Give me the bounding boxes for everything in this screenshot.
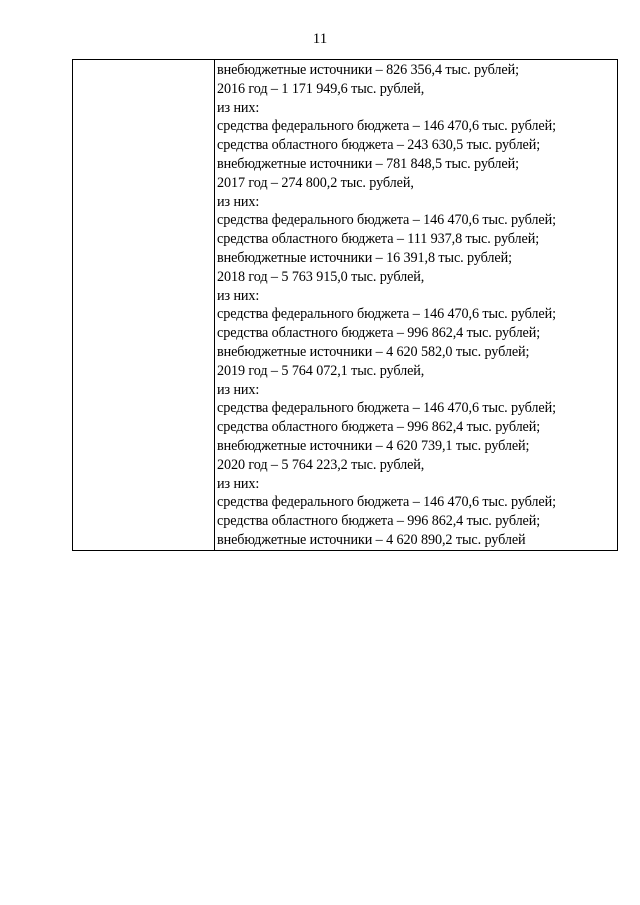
funding-line: внебюджетные источники – 4 620 582,0 тыс. рублей; — [217, 343, 530, 360]
funding-line: средства областного бюджета – 996 862,4 тыс. рублей; — [217, 513, 541, 530]
funding-line: средства федерального бюджета – 146 470,6 тыс. рублей; — [217, 400, 556, 417]
funding-line: 2019 год – 5 764 072,1 тыс. рублей, — [217, 362, 425, 379]
funding-line: внебюджетные источники – 16 391,8 тыс. рублей; — [217, 249, 512, 266]
funding-line: средства областного бюджета – 996 862,4 тыс. рублей; — [217, 325, 541, 342]
funding-line: внебюджетные источники – 4 620 739,1 тыс. рублей; — [217, 437, 530, 454]
funding-line: средства федерального бюджета – 146 470,6 тыс. рублей; — [217, 494, 556, 511]
table-cell-label — [73, 60, 215, 551]
funding-lines — [215, 60, 617, 550]
funding-line: средства федерального бюджета – 146 470,6 тыс. рублей; — [217, 306, 556, 323]
funding-line: средства областного бюджета – 996 862,4 тыс. рублей; — [217, 419, 541, 436]
funding-line: из них: — [217, 381, 260, 398]
funding-line: 2020 год – 5 764 223,2 тыс. рублей, — [217, 456, 425, 473]
funding-line: из них: — [217, 287, 260, 304]
funding-line: 2017 год – 274 800,2 тыс. рублей, — [217, 174, 414, 191]
funding-line: средства федерального бюджета – 146 470,6 тыс. рублей; — [217, 212, 556, 229]
funding-line: 2016 год – 1 171 949,6 тыс. рублей, — [217, 80, 425, 97]
funding-line: средства областного бюджета – 111 937,8 тыс. рублей; — [217, 231, 540, 248]
funding-line: 2018 год – 5 763 915,0 тыс. рублей, — [217, 268, 425, 285]
funding-line: внебюджетные источники – 826 356,4 тыс. рублей; — [217, 62, 519, 78]
page-number: 11 — [312, 31, 328, 47]
funding-line: средства областного бюджета – 243 630,5 тыс. рублей; — [217, 137, 541, 154]
funding-line: внебюджетные источники – 781 848,5 тыс. рублей; — [217, 155, 519, 172]
funding-table — [72, 59, 618, 551]
funding-line: из них: — [217, 193, 260, 210]
table-cell-funding — [215, 60, 618, 551]
funding-line: из них: — [217, 99, 260, 116]
table-row — [73, 60, 618, 551]
funding-line: средства федерального бюджета – 146 470,6 тыс. рублей; — [217, 118, 556, 135]
funding-line: из них: — [217, 475, 260, 492]
funding-line: внебюджетные источники – 4 620 890,2 тыс. рублей — [217, 531, 526, 548]
